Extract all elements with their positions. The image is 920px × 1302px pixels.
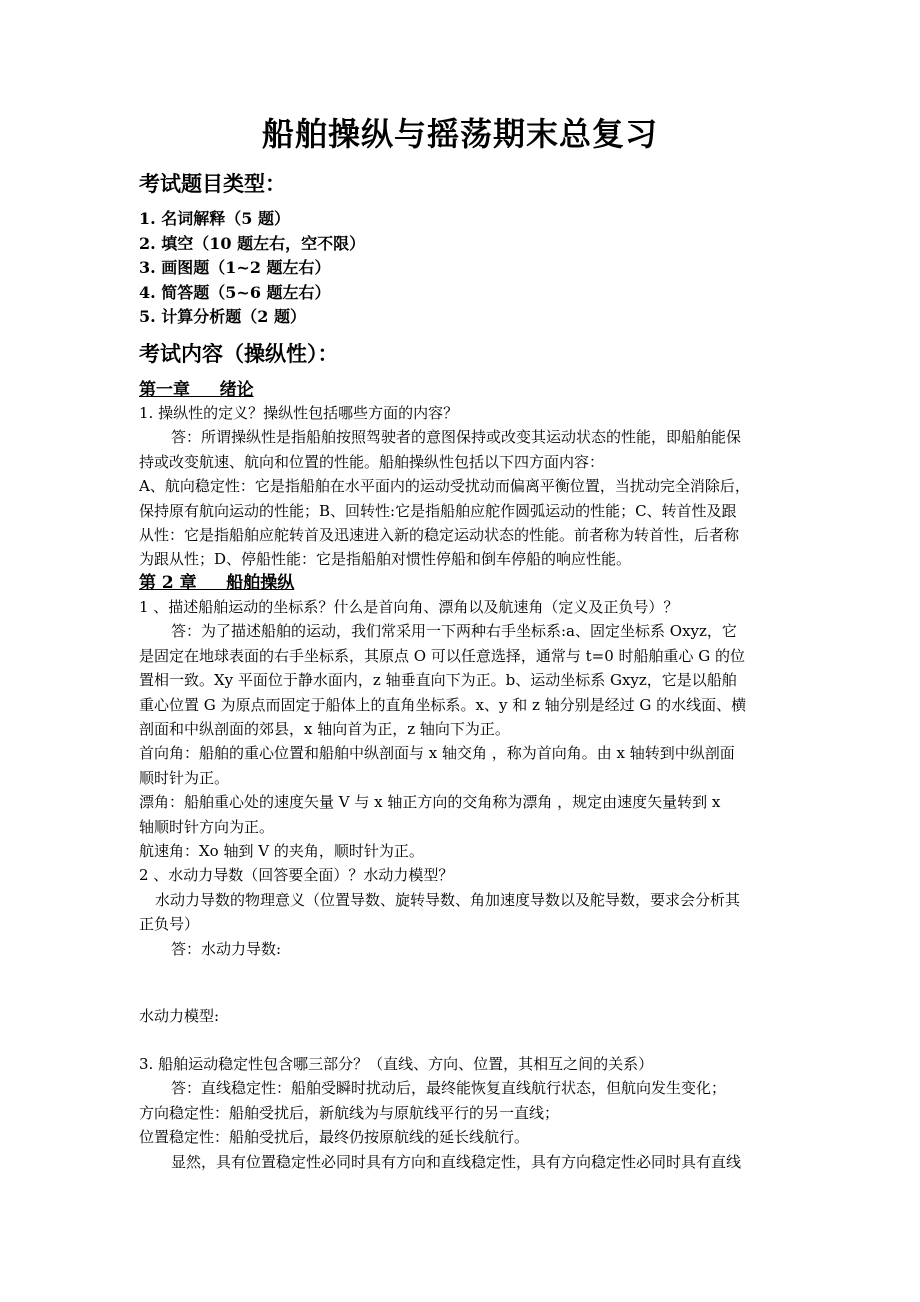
text-line: 1 、描述船舶运动的坐标系？什么是首向角、漂角以及航速角（定义及正负号）？ <box>139 598 679 616</box>
text-line: 持或改变航速、航向和位置的性能。船舶操纵性包括以下四方面内容： <box>139 452 605 471</box>
list-item: 2. 填空（10 题左右，空不限） <box>139 233 366 253</box>
list-item: 1. 名词解释（5 题） <box>139 209 290 228</box>
text-line: 剖面和中纵剖面的郊县，x 轴向首为正，z 轴向下为正。 <box>139 720 510 739</box>
text-line: 为跟从性；D、停船性能：它是指船舶对惯性停船和倒车停船的响应性能。 <box>139 550 632 569</box>
text-line: 从性：它是指船舶应舵转首及迅速进入新的稳定运动状态的性能。前者称为转首性，后者称 <box>139 526 740 545</box>
chapter-2-body-a <box>139 595 789 961</box>
text-line: 顺时针为正。 <box>139 768 230 787</box>
list-item: 4. 简答题（5~6 题左右） <box>139 282 331 302</box>
text-line: 2 、水动力导数（回答要全面）？水动力模型？ <box>139 866 454 885</box>
text-line: 正负号） <box>139 915 200 934</box>
list-item: 3. 画图题（1~2 题左右） <box>139 258 331 277</box>
text-line: 答：水动力导数: <box>171 939 282 958</box>
chapter-2-body-b <box>139 1004 789 1028</box>
text-line: 保持原有航向运动的性能；B、回转性:它是指船舶应舵作圆弧运动的性能；C、转首性及跟 <box>139 501 737 520</box>
text-line: 漂角：船舶重心处的速度矢量 V 与 x 轴正方向的交角称为漂角 ，规定由速度矢量转到 x <box>139 793 721 812</box>
content-heading: 考试内容（操纵性）： <box>139 341 339 366</box>
text-line: 水动力导数的物理意义（位置导数、旋转导数、角加速度导数以及舵导数，要求会分析其 <box>155 890 741 909</box>
text-line: 3. 船舶运动稳定性包含哪三部分？（直线、方向、位置，其相互之间的关系） <box>139 1055 654 1073</box>
text-line: 航速角：Xo 轴到 V 的夹角，顺时针为正。 <box>139 842 424 861</box>
text-line: 答：直线稳定性：船舶受瞬时扰动后，最终能恢复直线航行状态，但航向发生变化； <box>171 1079 727 1098</box>
text-line: 是固定在地球表面的右手坐标系，其原点 O 可以任意选择，通常与 t=0 时船舶重心 G 的位 <box>139 646 746 665</box>
list-item: 5. 计算分析题（2 题） <box>139 307 306 326</box>
chapter-2-body-c <box>139 1052 789 1174</box>
text-line: 答：为了描述船舶的运动，我们常采用一下两种右手坐标系:a、固定坐标系 Oxyz，它 <box>171 622 737 641</box>
chapter-1-title: 第一章 绪论 <box>139 380 254 400</box>
text-line: 水动力模型: <box>139 1007 220 1025</box>
exam-types-list <box>139 207 365 330</box>
text-line: 位置稳定性：船舶受扰后，最终仍按原航线的延长线航行。 <box>139 1128 530 1147</box>
text-line: 答：所谓操纵性是指船舶按照驾驶者的意图保持或改变其运动状态的性能，即船舶能保 <box>171 428 742 447</box>
text-line: 置相一致。Xy 平面位于静水面内，z 轴垂直向下为正。b、运动坐标系 Gxyz，它是以船舶 <box>139 671 737 690</box>
exam-types-heading: 考试题目类型： <box>139 171 286 196</box>
text-line: 轴顺时针方向为正。 <box>139 817 275 836</box>
text-line: 方向稳定性：船舶受扰后，新航线为与原航线平行的另一直线； <box>139 1103 560 1122</box>
chapter-2-title: 第 2 章 船舶操纵 <box>139 573 295 593</box>
text-line: A、航向稳定性：它是指船舶在水平面内的运动受扰动而偏离平衡位置，当扰动完全消除后， <box>139 477 750 496</box>
text-line: 1. 操纵性的定义？操纵性包括哪些方面的内容？ <box>139 404 459 422</box>
text-line: 首向角：船舶的重心位置和船舶中纵剖面与 x 轴交角 ，称为首向角。由 x 轴转到中纵剖面 <box>139 744 735 763</box>
chapter-1-body <box>139 401 789 572</box>
text-line: 重心位置 G 为原点而固定于船体上的直角坐标系。x、y 和 z 轴分别是经过 G 的水线面、横 <box>139 695 747 714</box>
page-title: 船舶操纵与摇荡期末总复习 <box>261 115 658 153</box>
text-line: 显然，具有位置稳定性必同时具有方向和直线稳定性，具有方向稳定性必同时具有直线 <box>171 1152 742 1171</box>
